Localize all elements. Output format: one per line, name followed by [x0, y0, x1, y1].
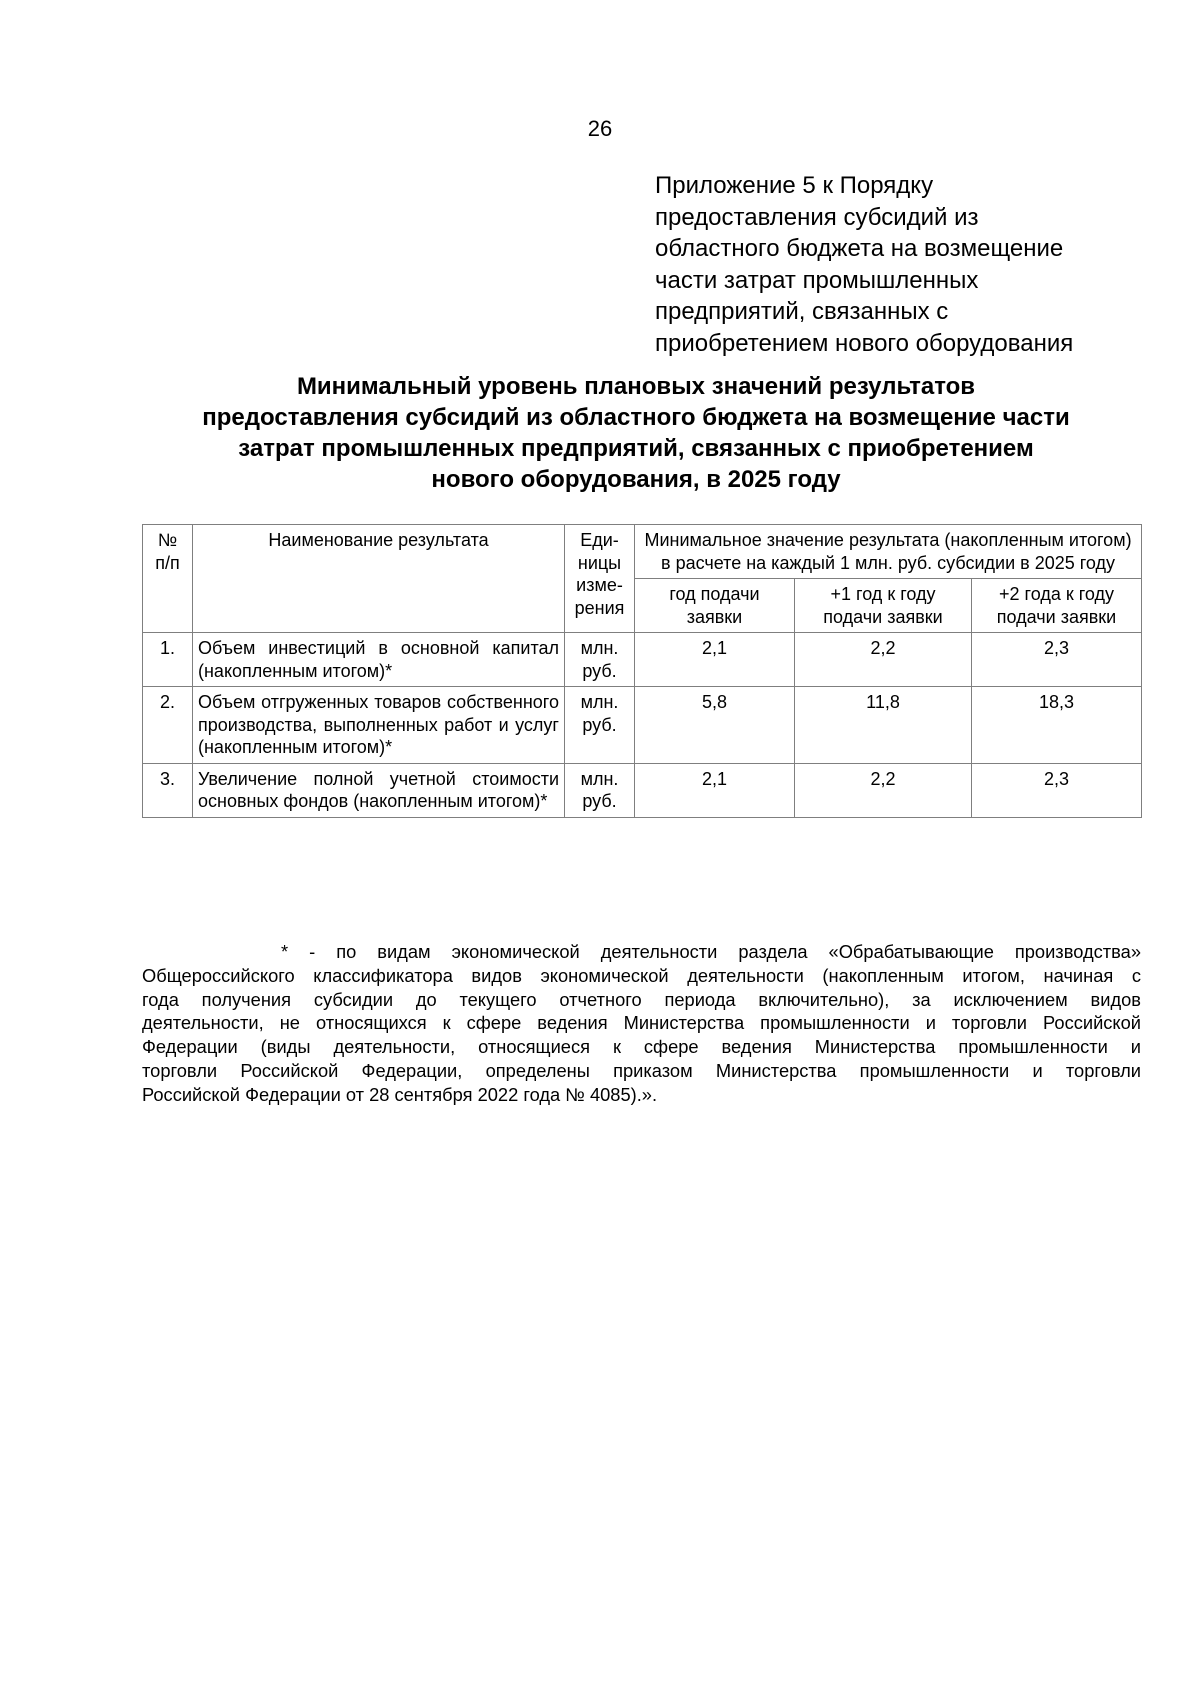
- row-value-plus1: 2,2: [795, 763, 972, 817]
- row-num: 2.: [143, 687, 193, 764]
- appendix-line: части затрат промышленных: [655, 266, 979, 294]
- table-row: [143, 687, 1142, 764]
- page-number: 26: [587, 116, 613, 141]
- row-unit: млн. руб.: [565, 687, 635, 764]
- title-line: Минимальный уровень плановых значений результатов: [296, 373, 976, 400]
- appendix-line: областного бюджета на возмещение: [655, 235, 1064, 263]
- header-unit: Еди- ницы изме- рения: [565, 525, 635, 633]
- table-header-row: [143, 525, 1142, 579]
- row-name: Объем инвестиций в основной капитал (накопленным итогом)*: [193, 633, 565, 687]
- header-min-value: Минимальное значение результата (накопленным итогом) в расчете на каждый 1 млн. руб. субсидии в 2025 году: [635, 525, 1142, 579]
- row-name: Увеличение полной учетной стоимости основных фондов (накопленным итогом)*: [193, 763, 565, 817]
- table-row: [143, 763, 1142, 817]
- footnote-line: деятельности, не относящихся к сфере ведения Министерства промышленности и торговли Российской: [142, 1012, 1141, 1034]
- row-value-year: 2,1: [635, 763, 795, 817]
- appendix-line: приобретением нового оборудования: [655, 329, 1074, 357]
- results-table: [142, 524, 1142, 818]
- footnote-line: торговли Российской Федерации, определены приказом Министерства промышленности и торговли: [142, 1059, 1141, 1081]
- document-title: [140, 371, 1132, 495]
- row-value-plus1: 2,2: [795, 633, 972, 687]
- footnote-line: Российской Федерации от 28 сентября 2022 года № 4085).».: [142, 1083, 658, 1105]
- title-line: затрат промышленных предприятий, связанных с приобретением: [238, 435, 1034, 462]
- row-value-plus2: 2,3: [972, 633, 1142, 687]
- appendix-line: Приложение 5 к Порядку: [655, 172, 934, 199]
- header-name: Наименование результата: [193, 525, 565, 633]
- title-line: нового оборудования, в 2025 году: [431, 466, 841, 493]
- row-value-plus2: 2,3: [972, 763, 1142, 817]
- row-value-year: 5,8: [635, 687, 795, 764]
- row-unit: млн. руб.: [565, 763, 635, 817]
- footnote-line: Общероссийского классификатора видов экономической деятельности (накопленным итогом, начиная с: [142, 964, 1141, 986]
- row-num: 3.: [143, 763, 193, 817]
- appendix-line: предоставления субсидий из: [655, 203, 979, 231]
- appendix-reference: [655, 170, 1155, 360]
- header-year-apply: год подачи заявки: [635, 579, 795, 633]
- footnote: [142, 940, 1141, 1107]
- row-num: 1.: [143, 633, 193, 687]
- header-plus1: +1 год к году подачи заявки: [795, 579, 972, 633]
- row-name: Объем отгруженных товаров собственного производства, выполненных работ и услуг (накопленным итогом)*: [193, 687, 565, 764]
- footnote-line: * - по видам экономической деятельности раздела «Обрабатывающие производства»: [281, 941, 1141, 962]
- row-value-year: 2,1: [635, 633, 795, 687]
- footnote-line: Федерации (виды деятельности, относящиеся к сфере ведения Министерства промышленности и: [142, 1036, 1141, 1058]
- footnote-line: года получения субсидии до текущего отчетного периода включительно), за исключением видов: [142, 988, 1141, 1010]
- title-line: предоставления субсидий из областного бюджета на возмещение части: [202, 404, 1070, 431]
- header-plus2: +2 года к году подачи заявки: [972, 579, 1142, 633]
- table-row: [143, 633, 1142, 687]
- row-unit: млн. руб.: [565, 633, 635, 687]
- header-num: № п/п: [143, 525, 193, 633]
- appendix-line: предприятий, связанных с: [655, 298, 949, 326]
- row-value-plus1: 11,8: [795, 687, 972, 764]
- row-value-plus2: 18,3: [972, 687, 1142, 764]
